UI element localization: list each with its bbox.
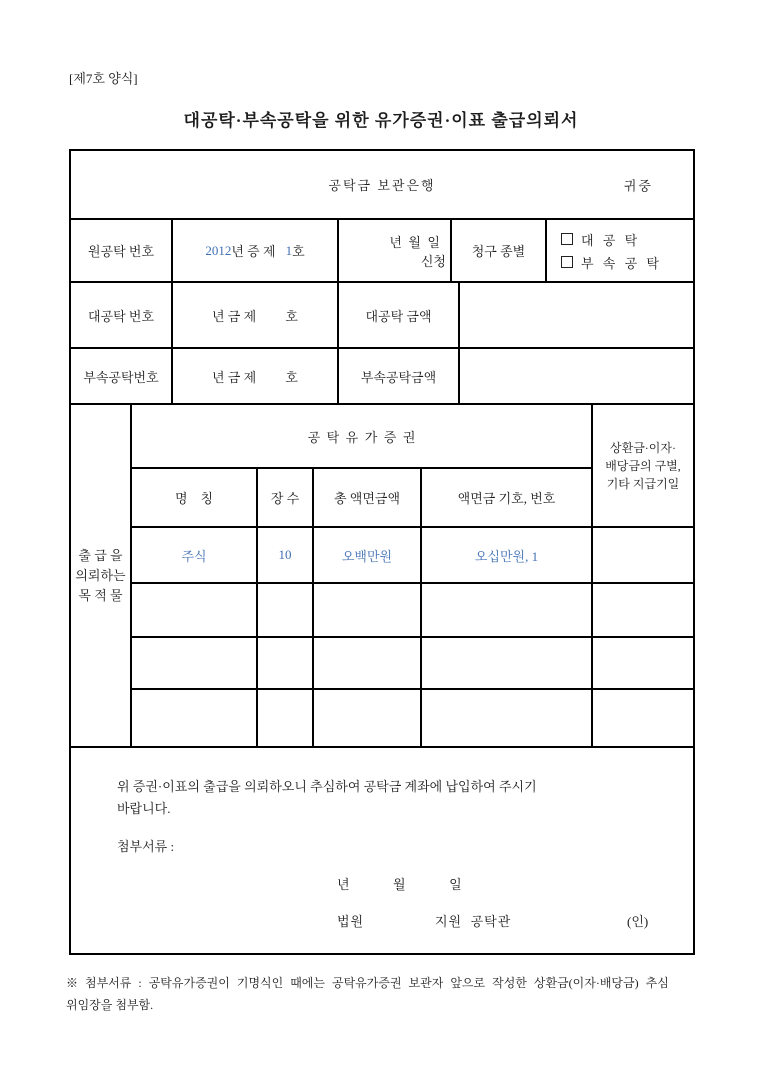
footnote [66, 972, 702, 1016]
request-text-line1: 위 증권·이표의 출급을 의뢰하오니 추심하여 공탁금 계좌에 납입하여 주시기 [117, 779, 537, 794]
bank-label: 공탁금 보관은행 [328, 178, 436, 193]
payment-date-field[interactable] [593, 690, 693, 746]
security-count-field[interactable] [256, 584, 312, 636]
payment-header-line: 상환금·이자· [610, 440, 676, 455]
claim-option-daegongtak[interactable] [561, 230, 640, 249]
security-count-field[interactable] [256, 690, 312, 746]
checkbox-icon[interactable] [561, 233, 573, 245]
busok-deposit-amount-label: 부속공탁금액 [337, 349, 458, 403]
security-name-field[interactable]: 주식 [181, 548, 207, 564]
payment-date-header [593, 405, 693, 528]
securities-header: 공 탁 유 가 증 권 [132, 405, 591, 469]
claim-option-busokgongtak[interactable] [561, 253, 662, 272]
application-label: 신청 [420, 253, 446, 269]
dae-deposit-number-field[interactable]: 년 금 제 호 [171, 283, 337, 347]
security-name-field[interactable] [132, 584, 256, 636]
security-count-field[interactable] [256, 638, 312, 688]
security-count-field[interactable]: 10 [256, 528, 312, 582]
dae-deposit-amount-field[interactable] [458, 283, 693, 347]
claim-type-label: 청구 종별 [450, 220, 545, 281]
payment-date-column [591, 405, 693, 746]
col-header-serial: 액면금 기호, 번호 [420, 469, 591, 526]
payment-header-line: 배당금의 구별, [605, 458, 681, 473]
security-serial-field[interactable]: 오십만원, 1 [420, 528, 591, 582]
securities-row [132, 690, 591, 746]
securities-row [132, 584, 591, 638]
honorific-label: 귀중 [623, 178, 653, 193]
col-header-count: 장 수 [256, 469, 312, 526]
payment-date-field[interactable] [593, 528, 693, 584]
application-date-field[interactable] [337, 220, 450, 281]
securities-row [132, 638, 591, 690]
original-deposit-number-value[interactable] [171, 220, 337, 281]
security-total-field[interactable] [312, 690, 420, 746]
claim-type-options [545, 220, 693, 281]
security-serial-field[interactable] [420, 584, 591, 636]
security-serial-field[interactable] [420, 638, 591, 688]
deposit-seq-value[interactable]: 1 [285, 242, 293, 258]
deposit-mid-text: 년 증 제 [231, 244, 276, 259]
form-table [69, 149, 695, 955]
purpose-side-label [71, 405, 132, 746]
payment-date-field[interactable] [593, 584, 693, 638]
request-statement-block [71, 748, 693, 953]
footnote-line1: ※ 첨부서류 : 공탁유가증권이 기명식인 때에는 공탁유가증권 보관자 앞으로 작성한 상환금(이자·배당금) 추심 [66, 976, 669, 990]
busok-deposit-number-field[interactable]: 년 금 제 호 [171, 349, 337, 403]
security-total-field[interactable]: 오백만원 [312, 528, 420, 582]
dae-deposit-number-label: 대공탁 번호 [87, 308, 155, 324]
col-header-name: 명 칭 [174, 491, 214, 506]
securities-columns [132, 405, 591, 746]
checkbox-label: 대 공 탁 [581, 232, 641, 248]
securities-row [132, 528, 591, 584]
court-name-field[interactable]: 법원 [337, 914, 365, 929]
attachment-label: 첨부서류 : [117, 839, 175, 854]
deposit-suffix-text: 호 [292, 244, 305, 259]
security-serial-field[interactable] [420, 690, 591, 746]
dae-deposit-amount-label: 대공탁 금액 [337, 283, 458, 347]
securities-main [132, 405, 693, 746]
form-number-label: [제7호 양식] [69, 71, 138, 86]
seal-mark: (인) [627, 914, 649, 929]
security-name-field[interactable] [132, 690, 256, 746]
footnote-line2: 위임장을 첨부함. [66, 998, 154, 1012]
securities-column-headers [132, 469, 591, 528]
security-name-field[interactable] [132, 638, 256, 688]
busok-deposit-row [71, 349, 693, 405]
securities-table [71, 405, 693, 748]
signature-date-field[interactable]: 년 월 일 [337, 877, 463, 892]
busok-deposit-amount-field[interactable] [458, 349, 693, 403]
application-date-line[interactable]: 년 월 일 [389, 234, 440, 250]
busok-deposit-number-label: 부속공탁번호 [83, 369, 159, 385]
deposit-year-value[interactable]: 2012 [205, 242, 232, 258]
original-deposit-number-label: 원공탁 번호 [87, 244, 155, 259]
payment-header-line: 기타 지급기일 [606, 476, 680, 491]
security-total-field[interactable] [312, 638, 420, 688]
col-header-total: 총 액면금액 [312, 469, 420, 526]
side-label-line: 출 급 을 [78, 547, 123, 563]
security-total-field[interactable] [312, 584, 420, 636]
bank-row [71, 151, 693, 220]
original-deposit-row [71, 220, 693, 283]
dae-deposit-row [71, 283, 693, 349]
payment-date-field[interactable] [593, 638, 693, 690]
side-label-line: 의뢰하는 [75, 567, 126, 583]
request-text-line2: 바랍니다. [117, 801, 171, 816]
checkbox-icon[interactable] [561, 256, 573, 268]
side-label-line: 목 적 물 [78, 587, 123, 603]
branch-officer-field[interactable]: 지원 공탁관 [435, 914, 512, 929]
page-title: 대공탁·부속공탁을 위한 유가증권·이표 출급의뢰서 [183, 111, 579, 130]
checkbox-label: 부 속 공 탁 [581, 255, 662, 271]
